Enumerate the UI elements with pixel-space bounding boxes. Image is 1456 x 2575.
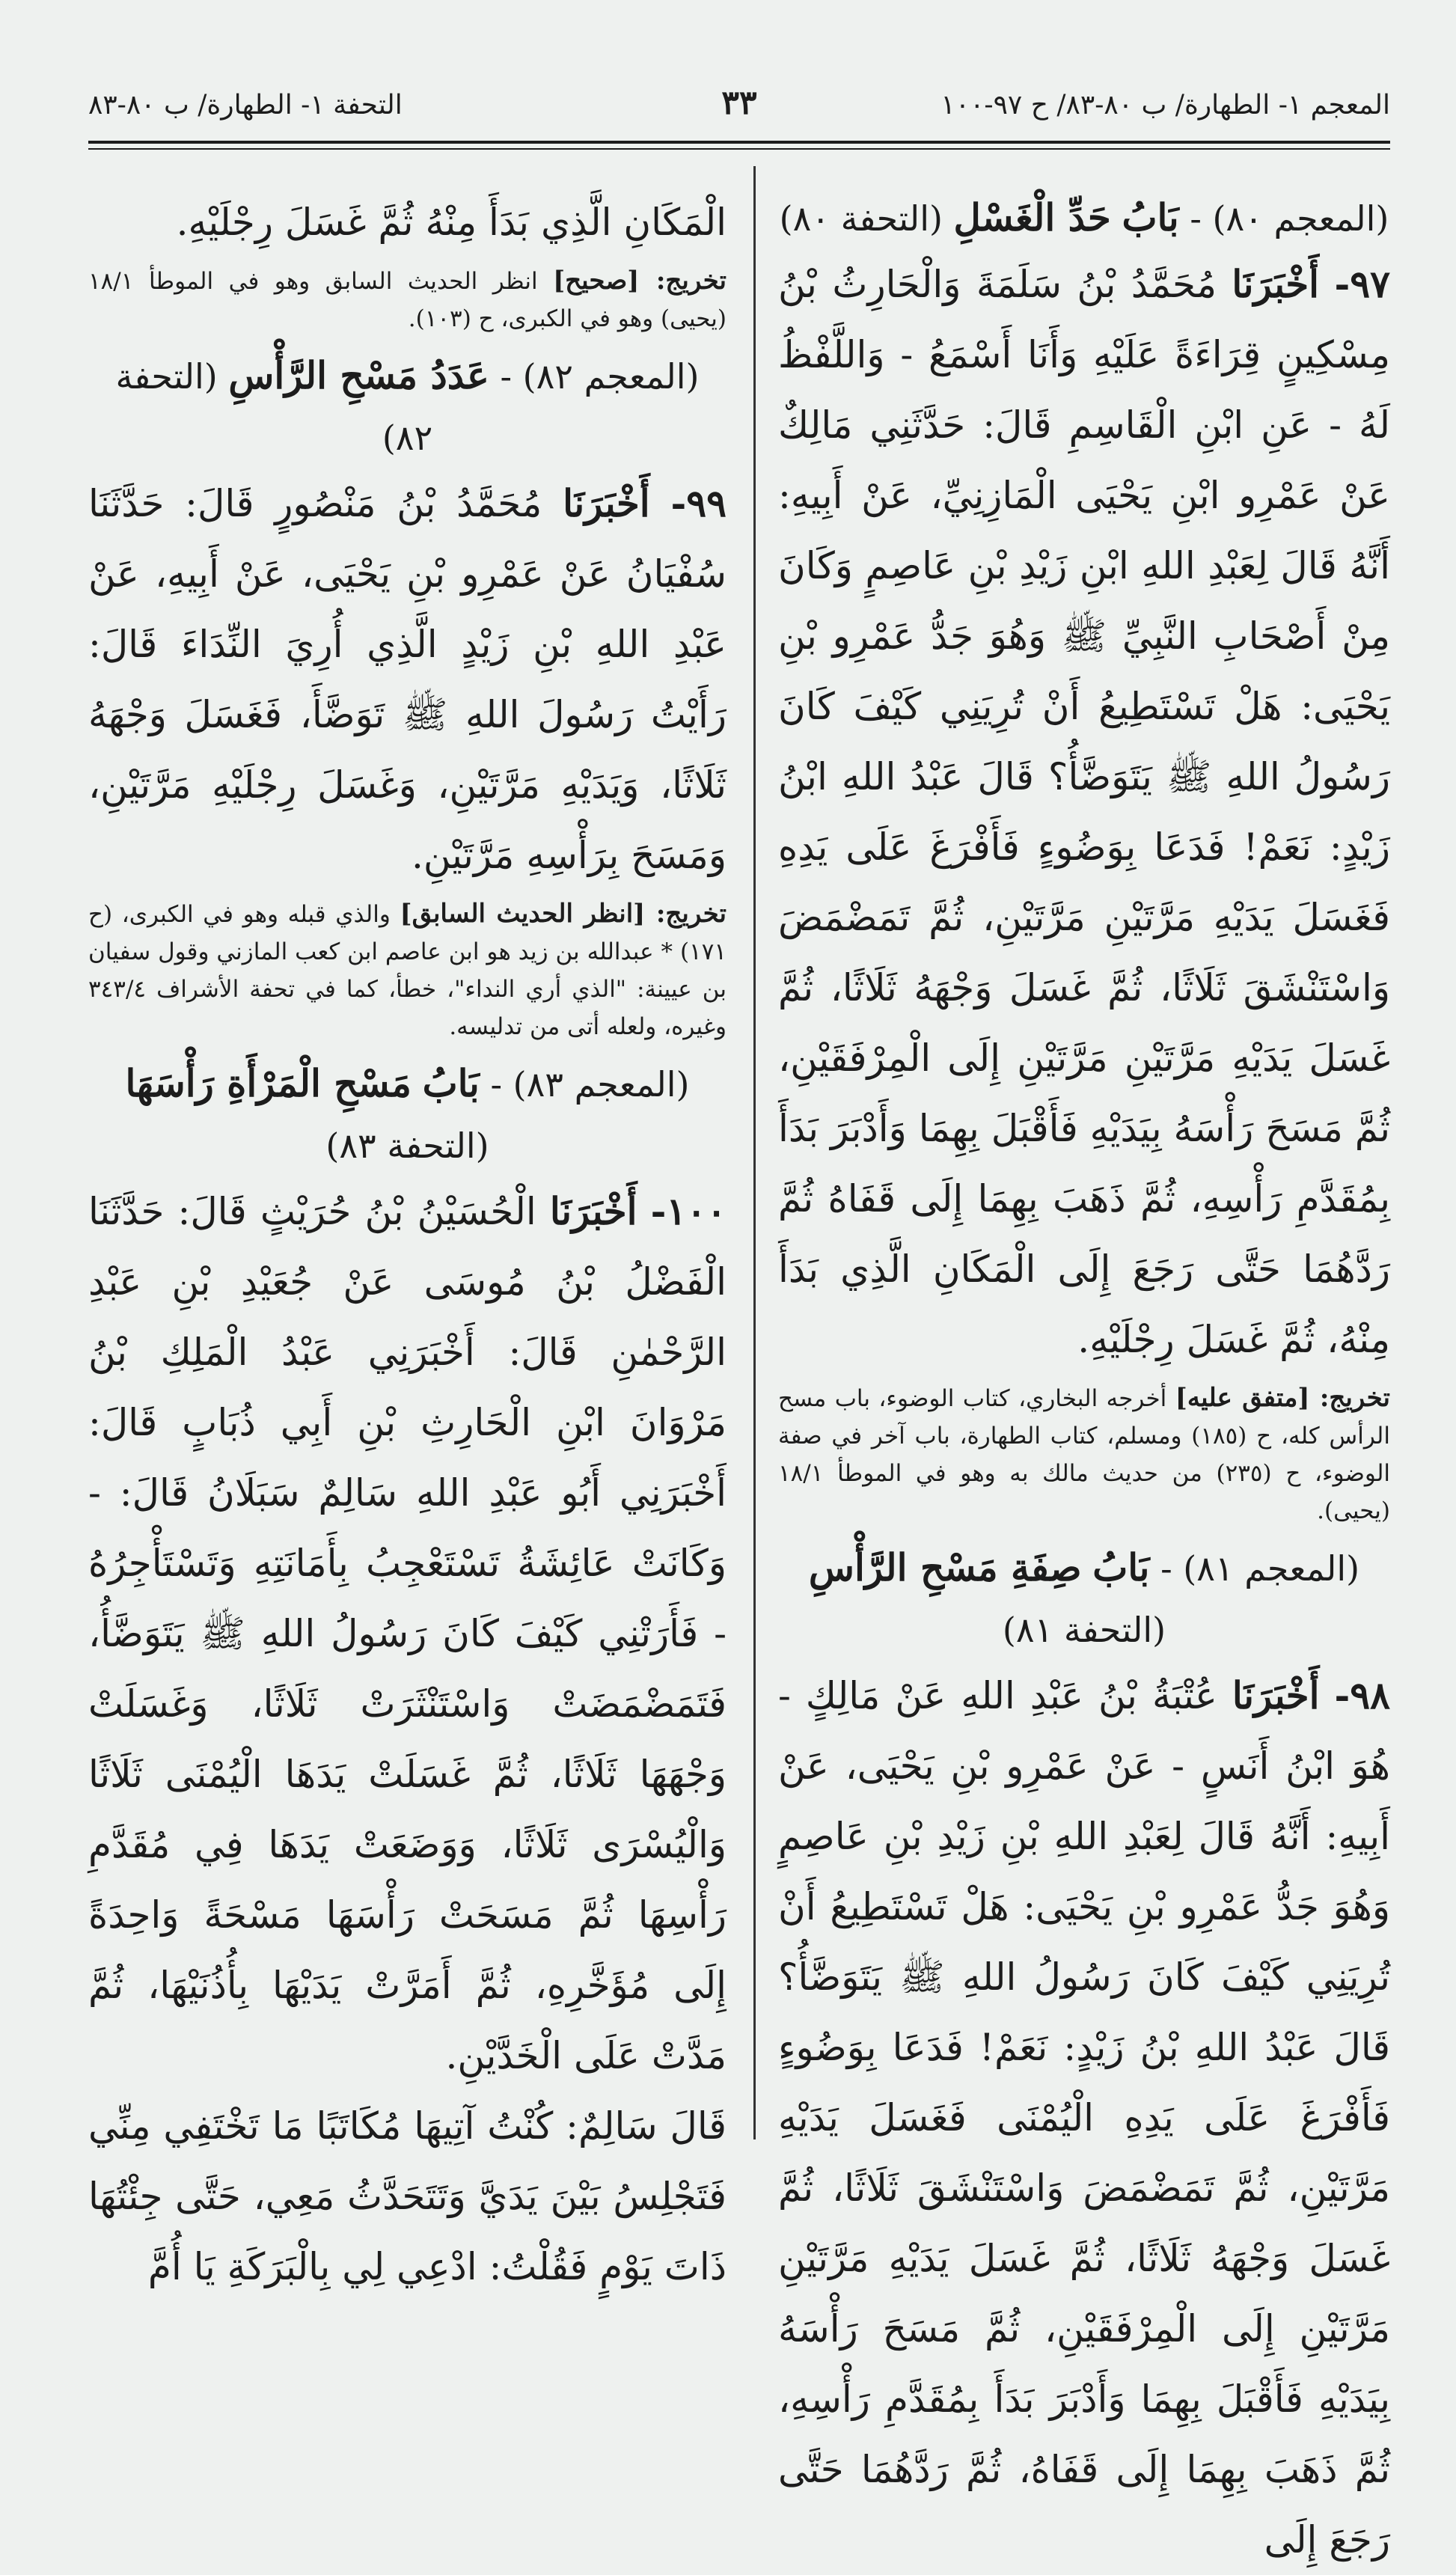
chapter-heading-82: (المعجم ٨٢) - عَدَدُ مَسْحِ الرَّأْسِ (التحفة ٨٢) — [115, 353, 700, 458]
hadith-number: ٩٧- — [1334, 262, 1390, 306]
chapter-heading-80: (المعجم ٨٠) - بَابُ حَدِّ الْغَسْلِ (التحفة ٨٠) — [779, 195, 1389, 239]
hadith-number: ٩٨- — [1334, 1673, 1390, 1717]
hadith-opening: أَخْبَرَنَا — [563, 481, 650, 525]
hadith-text: عُتْبَةُ بْنُ عَبْدِ اللهِ عَنْ مَالِكٍ - هُوَ ابْنُ أَنَسٍ - عَنْ عَمْرِو بْنِ يَحْيَى، عَنْ أَبِيهِ: أَنَّهُ قَالَ لِعَبْدِ اللهِ بْنِ زَيْدِ بْنِ عَاصِمٍ وَهُوَ جَدُّ عَمْرِو بْنِ يَحْيَى: هَلْ تَسْتَطِيعُ أَنْ تُرِيَنِي كَيْفَ كَانَ رَسُولُ اللهِ ﷺ يَتَوَضَّأُ؟ قَالَ عَبْدُ اللهِ بْنُ زَيْدٍ: نَعَمْ! فَدَعَا بِوَضُوءٍ فَأَفْرَغَ عَلَى يَدِهِ الْيُمْنَى فَغَسَلَ يَدَيْهِ مَرَّتَيْنِ، ثُمَّ تَمَضْمَضَ وَاسْتَنْشَقَ ثَلَاثًا، ثُمَّ غَسَلَ وَجْهَهُ ثَلَاثًا، ثُمَّ غَسَلَ يَدَيْهِ مَرَّتَيْنِ مَرَّتَيْنِ إِلَى الْمِرْفَقَيْنِ، ثُمَّ مَسَحَ رَأْسَهُ بِيَدَيْهِ فَأَقْبَلَ بِهِمَا وَأَدْبَرَ بَدَأَ بِمُقَدَّمِ رَأْسِهِ، ثُمَّ ذَهَبَ بِهِمَا إِلَى قَفَاهُ، ثُمَّ رَدَّهُمَا حَتَّى رَجَعَ إِلَى — [778, 1674, 1390, 2562]
header-right-reference: المعجم ١- الطهارة/ ب ٨٠-٨٣/ ح ٩٧-١٠٠ — [940, 90, 1390, 120]
hadith-98-continuation: الْمَكَانِ الَّذِي بَدَأَ مِنْهُ ثُمَّ غَسَلَ رِجْلَيْهِ. — [176, 201, 727, 244]
takhrij-99: تخريج: [انظر الحديث السابق] والذي قبله وهو في الكبرى، (ح ١٧١) * عبدالله بن زيد هو ابن عاصم ابن كعب المازني وقول سفيان بن عيينة: "الذي أري النداء"، خطأ، كما في تحفة الأشراف ٣٤٣/٤ وغيره، ولعله أتى من تدليسه. — [88, 899, 727, 1040]
hadith-number: ١٠٠- — [650, 1189, 727, 1233]
hadith-opening: أَخْبَرَنَا — [1232, 1673, 1320, 1717]
hadith-97 — [778, 249, 1390, 1375]
page-number: ٣٣ — [721, 84, 757, 122]
chapter-heading-83: (المعجم ٨٣) - بَابُ مَسْحِ الْمَرْأَةِ رَأْسَهَا — [125, 1061, 690, 1105]
right-column — [778, 187, 1390, 2562]
hadith-text: مُحَمَّدُ بْنُ سَلَمَةَ وَالْحَارِثُ بْنُ مِسْكِينٍ قِرَاءَةً عَلَيْهِ وَأَنَا أَسْمَعُ - وَاللَّفْظُ لَهُ - عَنِ ابْنِ الْقَاسِمِ قَالَ: حَدَّثَنِي مَالِكٌ عَنْ عَمْرِو ابْنِ يَحْيَى الْمَازِنِيِّ، عَنْ أَبِيهِ: أَنَّهُ قَالَ لِعَبْدِ اللهِ ابْنِ زَيْدِ بْنِ عَاصِمٍ وَكَانَ مِنْ أَصْحَابِ النَّبِيِّ ﷺ وَهُوَ جَدُّ عَمْرِو بْنِ يَحْيَى: هَلْ تَسْتَطِيعُ أَنْ تُرِيَنِي كَيْفَ كَانَ رَسُولُ اللهِ ﷺ يَتَوَضَّأُ؟ قَالَ عَبْدُ اللهِ ابْنُ زَيْدٍ: نَعَمْ! فَدَعَا بِوَضُوءٍ فَأَفْرَغَ عَلَى يَدِهِ فَغَسَلَ يَدَيْهِ مَرَّتَيْنِ مَرَّتَيْنِ، ثُمَّ تَمَضْمَضَ وَاسْتَنْشَقَ ثَلَاثًا، ثُمَّ غَسَلَ وَجْهَهُ ثَلَاثًا، ثُمَّ غَسَلَ يَدَيْهِ مَرَّتَيْنِ مَرَّتَيْنِ إِلَى الْمِرْفَقَيْنِ، ثُمَّ مَسَحَ رَأْسَهُ بِيَدَيْهِ فَأَقْبَلَ بِهِمَا وَأَدْبَرَ بَدَأَ بِمُقَدَّمِ رَأْسِهِ، ثُمَّ ذَهَبَ بِهِمَا إِلَى قَفَاهُ ثُمَّ رَدَّهُمَا حَتَّى رَجَعَ إِلَى الْمَكَانِ الَّذِي بَدَأَ مِنْهُ، ثُمَّ غَسَلَ رِجْلَيْهِ. — [778, 263, 1390, 1361]
column-divider — [753, 166, 756, 2139]
hadith-98 — [778, 1661, 1390, 2575]
hadith-text: مُحَمَّدُ بْنُ مَنْصُورٍ قَالَ: حَدَّثَنَا سُفْيَانُ عَنْ عَمْرِو بْنِ يَحْيَى، عَنْ أَبِيهِ، عَنْ عَبْدِ اللهِ بْنِ زَيْدٍ الَّذِي أُرِيَ النِّدَاءَ قَالَ: رَأَيْتُ رَسُولَ اللهِ ﷺ تَوَضَّأَ، فَغَسَلَ وَجْهَهُ ثَلَاثًا، وَيَدَيْهِ مَرَّتَيْنِ، وَغَسَلَ رِجْلَيْهِ مَرَّتَيْنِ، وَمَسَحَ بِرَأْسِهِ مَرَّتَيْنِ. — [88, 482, 727, 877]
chapter-heading-81: (المعجم ٨١) - بَابُ صِفَةِ مَسْحِ الرَّأْسِ — [808, 1545, 1360, 1589]
left-column — [88, 187, 727, 2288]
hadith-100 — [88, 1176, 727, 2091]
takhrij-98: تخريج: [صحيح] انظر الحديث السابق وهو في الموطأ ١٨/١ (يحيى) وهو في الكبرى، ح (١٠٣). — [88, 266, 727, 332]
hadith-opening: أَخْبَرَنَا — [1232, 262, 1320, 306]
takhrij-97: تخريج: [متفق عليه] أخرجه البخاري، كتاب الوضوء، باب مسح الرأس كله، ح (١٨٥) ومسلم، كتاب الطهارة، باب آخر في صفة الوضوء، ح (٢٣٥) من حديث مالك به وهو في الموطأ ١٨/١ (يحيى). — [778, 1383, 1390, 1524]
hadith-opening: أَخْبَرَنَا — [549, 1189, 637, 1233]
hadith-100-salim-statement: قَالَ سَالِمٌ: كُنْتُ آتِيهَا مُكَاتَبًا مَا تَخْتَفِي مِنِّي فَتَجْلِسُ بَيْنَ يَدَيَّ وَتَتَحَدَّثُ مَعِي، حَتَّى جِئْتُهَا ذَاتَ يَوْمٍ فَقُلْتُ: ادْعِي لِي بِالْبَرَكَةِ يَا أُمَّ — [88, 2104, 727, 2288]
header-rule-thick — [88, 141, 1390, 144]
chapter-81-tuhfa: (التحفة ٨١) — [1002, 1610, 1166, 1650]
hadith-99 — [88, 468, 727, 891]
hadith-number: ٩٩- — [670, 481, 727, 525]
hadith-text: الْحُسَيْنُ بْنُ حُرَيْثٍ قَالَ: حَدَّثَنَا الْفَضْلُ بْنُ مُوسَى عَنْ جُعَيْدِ بْنِ عَبْدِ الرَّحْمٰنِ قَالَ: أَخْبَرَنِي عَبْدُ الْمَلِكِ بْنُ مَرْوَانَ ابْنِ الْحَارِثِ بْنِ أَبِي ذُبَابٍ قَالَ: أَخْبَرَنِي أَبُو عَبْدِ اللهِ سَالِمٌ سَبَلَانُ قَالَ: - وَكَانَتْ عَائِشَةُ تَسْتَعْجِبُ بِأَمَانَتِهِ وَتَسْتَأْجِرُهُ - فَأَرَتْنِي كَيْفَ كَانَ رَسُولُ اللهِ ﷺ يَتَوَضَّأُ، فَتَمَضْمَضَتْ وَاسْتَنْثَرَتْ ثَلَاثًا، وَغَسَلَتْ وَجْهَهَا ثَلَاثًا، ثُمَّ غَسَلَتْ يَدَهَا الْيُمْنَى ثَلَاثًا وَالْيُسْرَى ثَلَاثًا، وَوَضَعَتْ يَدَهَا فِي مُقَدَّمِ رَأْسِهَا ثُمَّ مَسَحَتْ رَأْسَهَا مَسْحَةً وَاحِدَةً إِلَى مُؤَخَّرِهِ، ثُمَّ أَمَرَّتْ يَدَيْهَا بِأُذُنَيْهَا، ثُمَّ مَدَّتْ عَلَى الْخَدَّيْنِ. — [88, 1190, 727, 2077]
header-rule-thin — [88, 148, 1390, 150]
chapter-83-tuhfa: (التحفة ٨٣) — [325, 1125, 489, 1166]
page-header — [88, 84, 1390, 136]
header-left-reference: التحفة ١- الطهارة/ ب ٨٠-٨٣ — [88, 90, 403, 120]
